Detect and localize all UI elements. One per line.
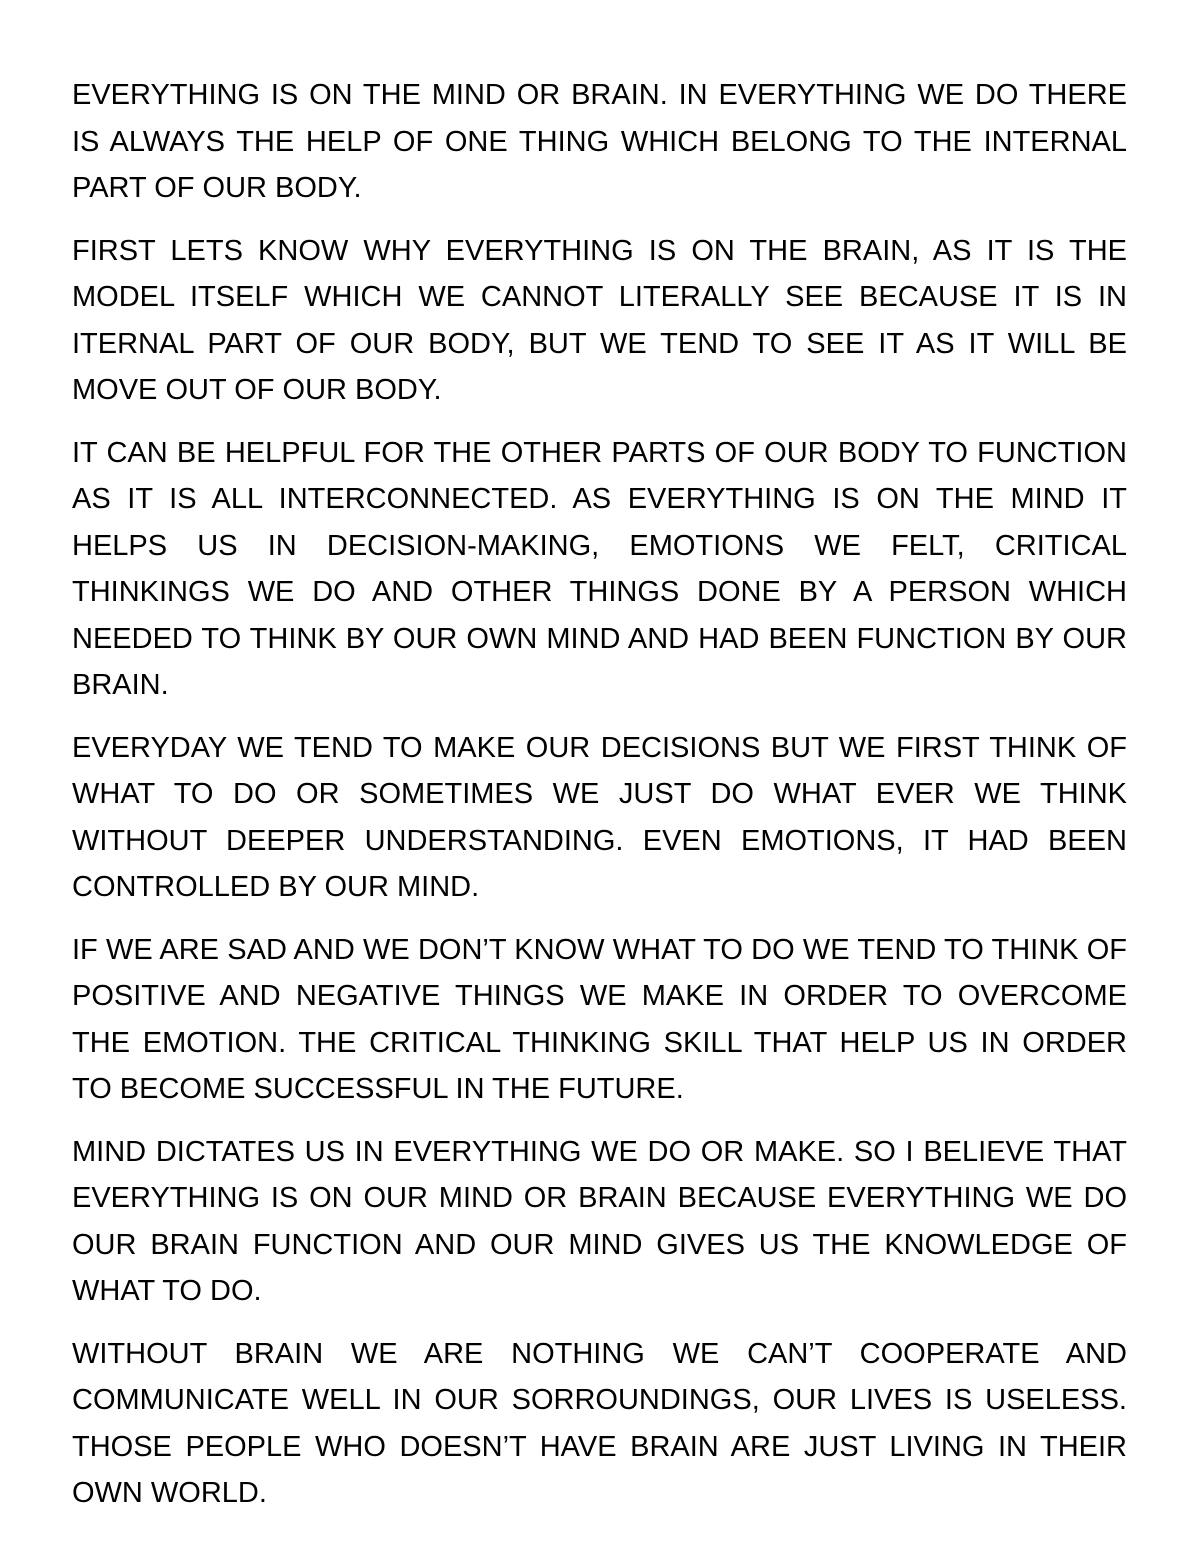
paragraph-1: EVERYTHING IS ON THE MIND OR BRAIN. IN EVERYTHING WE DO THERE IS ALWAYS THE HELP OF ONE THING WHICH BELONG TO THE INTERNAL PART OF OUR BODY. xyxy=(72,79,1127,204)
paragraph-2: FIRST LETS KNOW WHY EVERYTHING IS ON THE BRAIN, AS IT IS THE MODEL ITSELF WHICH WE CANNOT LITERALLY SEE BECAUSE IT IS IN ITERNAL PART OF OUR BODY, BUT WE TEND TO SEE IT AS IT WILL BE MOVE OUT OF OUR BODY. xyxy=(72,234,1127,406)
paragraph-6: MIND DICTATES US IN EVERYTHING WE DO OR MAKE. SO I BELIEVE THAT EVERYTHING IS ON OUR MIND OR BRAIN BECAUSE EVERYTHING WE DO OUR BRAIN FUNCTION AND OUR MIND GIVES US THE KNOWLEDGE OF WHAT TO DO. xyxy=(72,1135,1127,1307)
paragraph-7: WITHOUT BRAIN WE ARE NOTHING WE CAN’T COOPERATE AND COMMUNICATE WELL IN OUR SORROUNDINGS, OUR LIVES IS USELESS. THOSE PEOPLE WHO DOESN’T HAVE BRAIN ARE JUST LIVING IN THEIR OWN WORLD. xyxy=(72,1337,1127,1509)
paragraph-5: IF WE ARE SAD AND WE DON’T KNOW WHAT TO DO WE TEND TO THINK OF POSITIVE AND NEGATIVE THINGS WE MAKE IN ORDER TO OVERCOME THE EMOTION. THE CRITICAL THINKING SKILL THAT HELP US IN ORDER TO BECOME SUCCESSFUL IN THE FUTURE. xyxy=(72,933,1127,1105)
paragraph-3: IT CAN BE HELPFUL FOR THE OTHER PARTS OF OUR BODY TO FUNCTION AS IT IS ALL INTERCONNECTED. AS EVERYTHING IS ON THE MIND IT HELPS US IN DECISION-MAKING, EMOTIONS WE FELT, CRITICAL THINKINGS WE DO AND OTHER THINGS DONE BY A PERSON WHICH NEEDED TO THINK BY OUR OWN MIND AND HAD BEEN FUNCTION BY OUR BRAIN. xyxy=(72,436,1127,701)
document-body xyxy=(72,72,1127,1533)
paragraph-4: EVERYDAY WE TEND TO MAKE OUR DECISIONS BUT WE FIRST THINK OF WHAT TO DO OR SOMETIMES WE JUST DO WHAT EVER WE THINK WITHOUT DEEPER UNDERSTANDING. EVEN EMOTIONS, IT HAD BEEN CONTROLLED BY OUR MIND. xyxy=(72,731,1127,903)
